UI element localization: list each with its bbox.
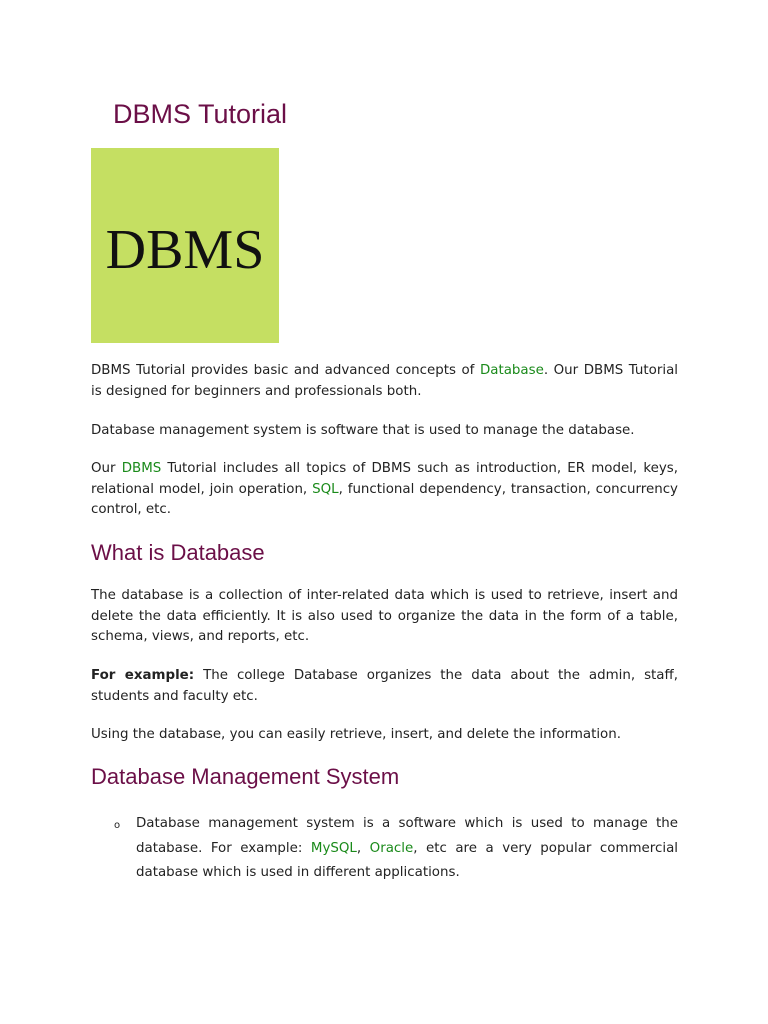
intro-p3-text-pre: Our [91, 461, 122, 476]
usage-paragraph: Using the database, you can easily retrieve, insert, and delete the information. [91, 727, 621, 742]
intro-paragraph-1 [91, 361, 678, 402]
sql-link[interactable]: SQL [312, 481, 339, 497]
page-title: DBMS Tutorial [113, 99, 288, 129]
section-heading-dbms: Database Management System [91, 764, 400, 789]
bullet-text-post: , etc are a very popular commercial database which is used in different applications. [136, 840, 678, 880]
intro-paragraph-3 [91, 459, 678, 521]
mysql-link[interactable]: MySQL [310, 840, 357, 856]
dbms-bullet-list [91, 812, 678, 886]
intro-p3-text-mid: Tutorial includes all topics of DBMS such as introduction, ER model, keys, relational model, join operation, [91, 461, 678, 497]
intro-p3-text-post: , functional dependency, transaction, concurrency control, etc. [91, 481, 678, 517]
database-link[interactable]: Database [479, 363, 544, 378]
database-definition-paragraph: The database is a collection of inter-related data which is used to retrieve, insert and delete the data efficiently. It is also used to organize the data in the form of a table, schema, views, and reports, etc. [91, 588, 678, 644]
bullet-separator: , [356, 840, 370, 856]
section-heading-what-is-database: What is Database [91, 540, 265, 565]
bullet-circle-icon: o [114, 820, 121, 831]
dbms-link[interactable]: DBMS [121, 461, 162, 476]
example-label: For example: [91, 668, 195, 683]
intro-p1-text-pre: DBMS Tutorial provides basic and advanced concepts of [91, 363, 480, 378]
dbms-logo-image [91, 148, 279, 343]
example-text: The college Database organizes the data about the admin, staff, students and faculty etc. [91, 668, 678, 704]
bullet-text-pre: Database management system is a software which is used to manage the database. For example: [136, 816, 678, 856]
oracle-link[interactable]: Oracle [369, 840, 414, 856]
list-item [91, 812, 678, 886]
intro-p1-text-post: . Our DBMS Tutorial is designed for beginners and professionals both. [91, 363, 678, 399]
example-paragraph [91, 666, 678, 707]
intro-paragraph-2: Database management system is software that is used to manage the database. [91, 423, 635, 438]
logo-text: DBMS [105, 218, 265, 281]
